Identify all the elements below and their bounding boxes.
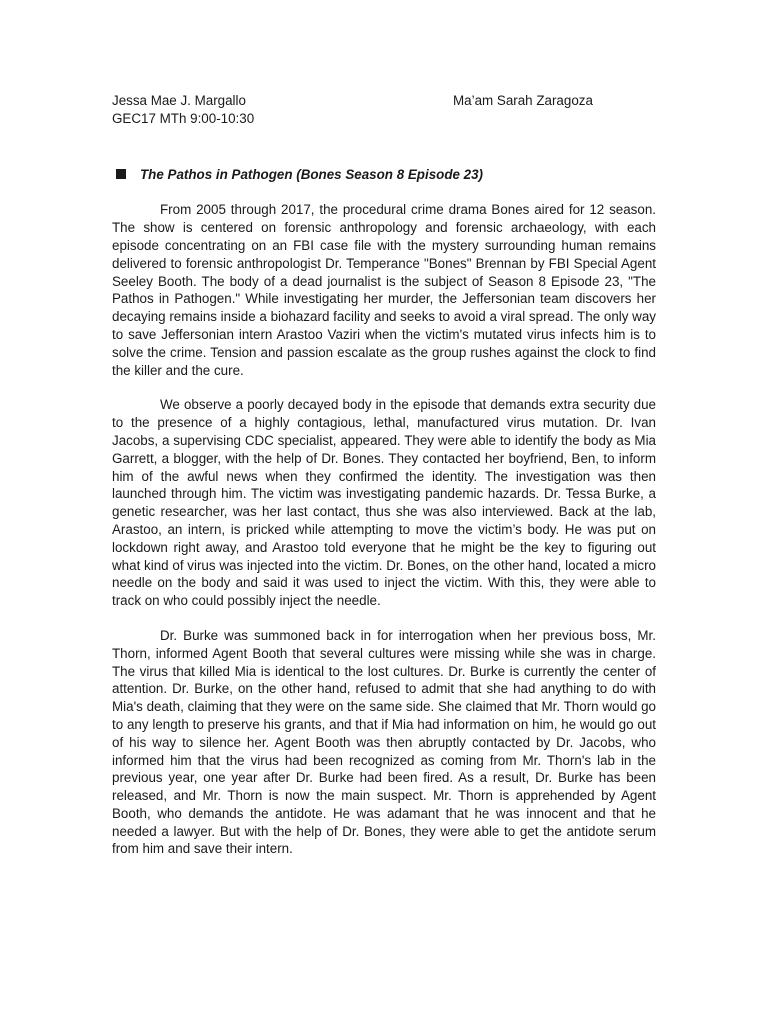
document-header bbox=[112, 92, 656, 128]
title-text: The Pathos in Pathogen (Bones Season 8 Episode 23) bbox=[140, 166, 484, 182]
paragraph-1: From 2005 through 2017, the procedural crime drama Bones aired for 12 season. The show is centered on forensic anthropology and forensic archaeology, with each episode concentrating on an FBI case file with the mystery surrounding human remains delivered to forensic anthropologist Dr. Temperance "Bones" Brennan by FBI Special Agent Seeley Booth. The body of a dead journalist is the subject of Season 8 Episode 23, "The Pathos in Pathogen." While investigating her murder, the Jeffersonian team discovers her decaying remains inside a biohazard facility and seeks to avoid a viral spread. The only way to save Jeffersonian intern Arastoo Vaziri when the victim's mutated virus infects him is to solve the crime. Tension and passion escalate as the group rushes against the clock to find the killer and the cure. bbox=[112, 202, 656, 378]
instructor-name: Ma’am Sarah Zaragoza bbox=[453, 93, 593, 108]
paragraph-3: Dr. Burke was summoned back in for interrogation when her previous boss, Mr. Thorn, informed Agent Booth that several cultures were missing while she was in charge. The virus that killed Mia is identical to the lost cultures. Dr. Burke is currently the center of attention. Dr. Burke, on the other hand, refused to admit that she had anything to do with Mia's death, claiming that they were on the same side. She claimed that Mr. Thorn would go to any length to preserve his grants, and that if Mia had information on him, he would go out of his way to silence her. Agent Booth was then abruptly contacted by Dr. Jacobs, who informed him that the virus had been recognized as coming from Mr. Thorn's lab in the previous year, one year after Dr. Burke had been fired. As a result, Dr. Burke has been released, and Mr. Thorn is now the main suspect. Mr. Thorn is apprehended by Agent Booth, who demands the antidote. He was adamant that he was innocent and that he needed a lawyer. But with the help of Dr. Bones, they were able to get the antidote serum from him and save their intern. bbox=[112, 627, 656, 857]
course-schedule: GEC17 MTh 9:00-10:30 bbox=[112, 110, 255, 126]
student-name: Jessa Mae J. Margallo bbox=[112, 93, 246, 108]
paragraph-2: We observe a poorly decayed body in the episode that demands extra security due to the presence of a highly contagious, lethal, manufactured virus mutation. Dr. Ivan Jacobs, a supervising CDC specialist, appeared. They were able to identify the body as Mia Garrett, a blogger, with the help of Dr. Bones. They contacted her boyfriend, Ben, to inform him of the awful news when they confirmed the identity. The investigation was then launched through him. The victim was investigating pandemic hazards. Dr. Tessa Burke, a genetic researcher, was her last contact, thus she was also interviewed. Back at the lab, Arastoo, an intern, is pricked while attempting to move the victim’s body. He was put on lockdown right away, and Arastoo told everyone that he might be the key to figuring out what kind of virus was injected into the victim. Dr. Bones, on the other hand, located a micro needle on the body and said it was used to inject the victim. With this, they were able to track on who could possibly inject the needle. bbox=[112, 397, 656, 609]
document-page bbox=[112, 92, 656, 872]
instructor-info bbox=[453, 92, 656, 128]
student-info bbox=[112, 92, 452, 128]
document-title bbox=[112, 166, 656, 184]
square-bullet-icon bbox=[116, 169, 126, 179]
